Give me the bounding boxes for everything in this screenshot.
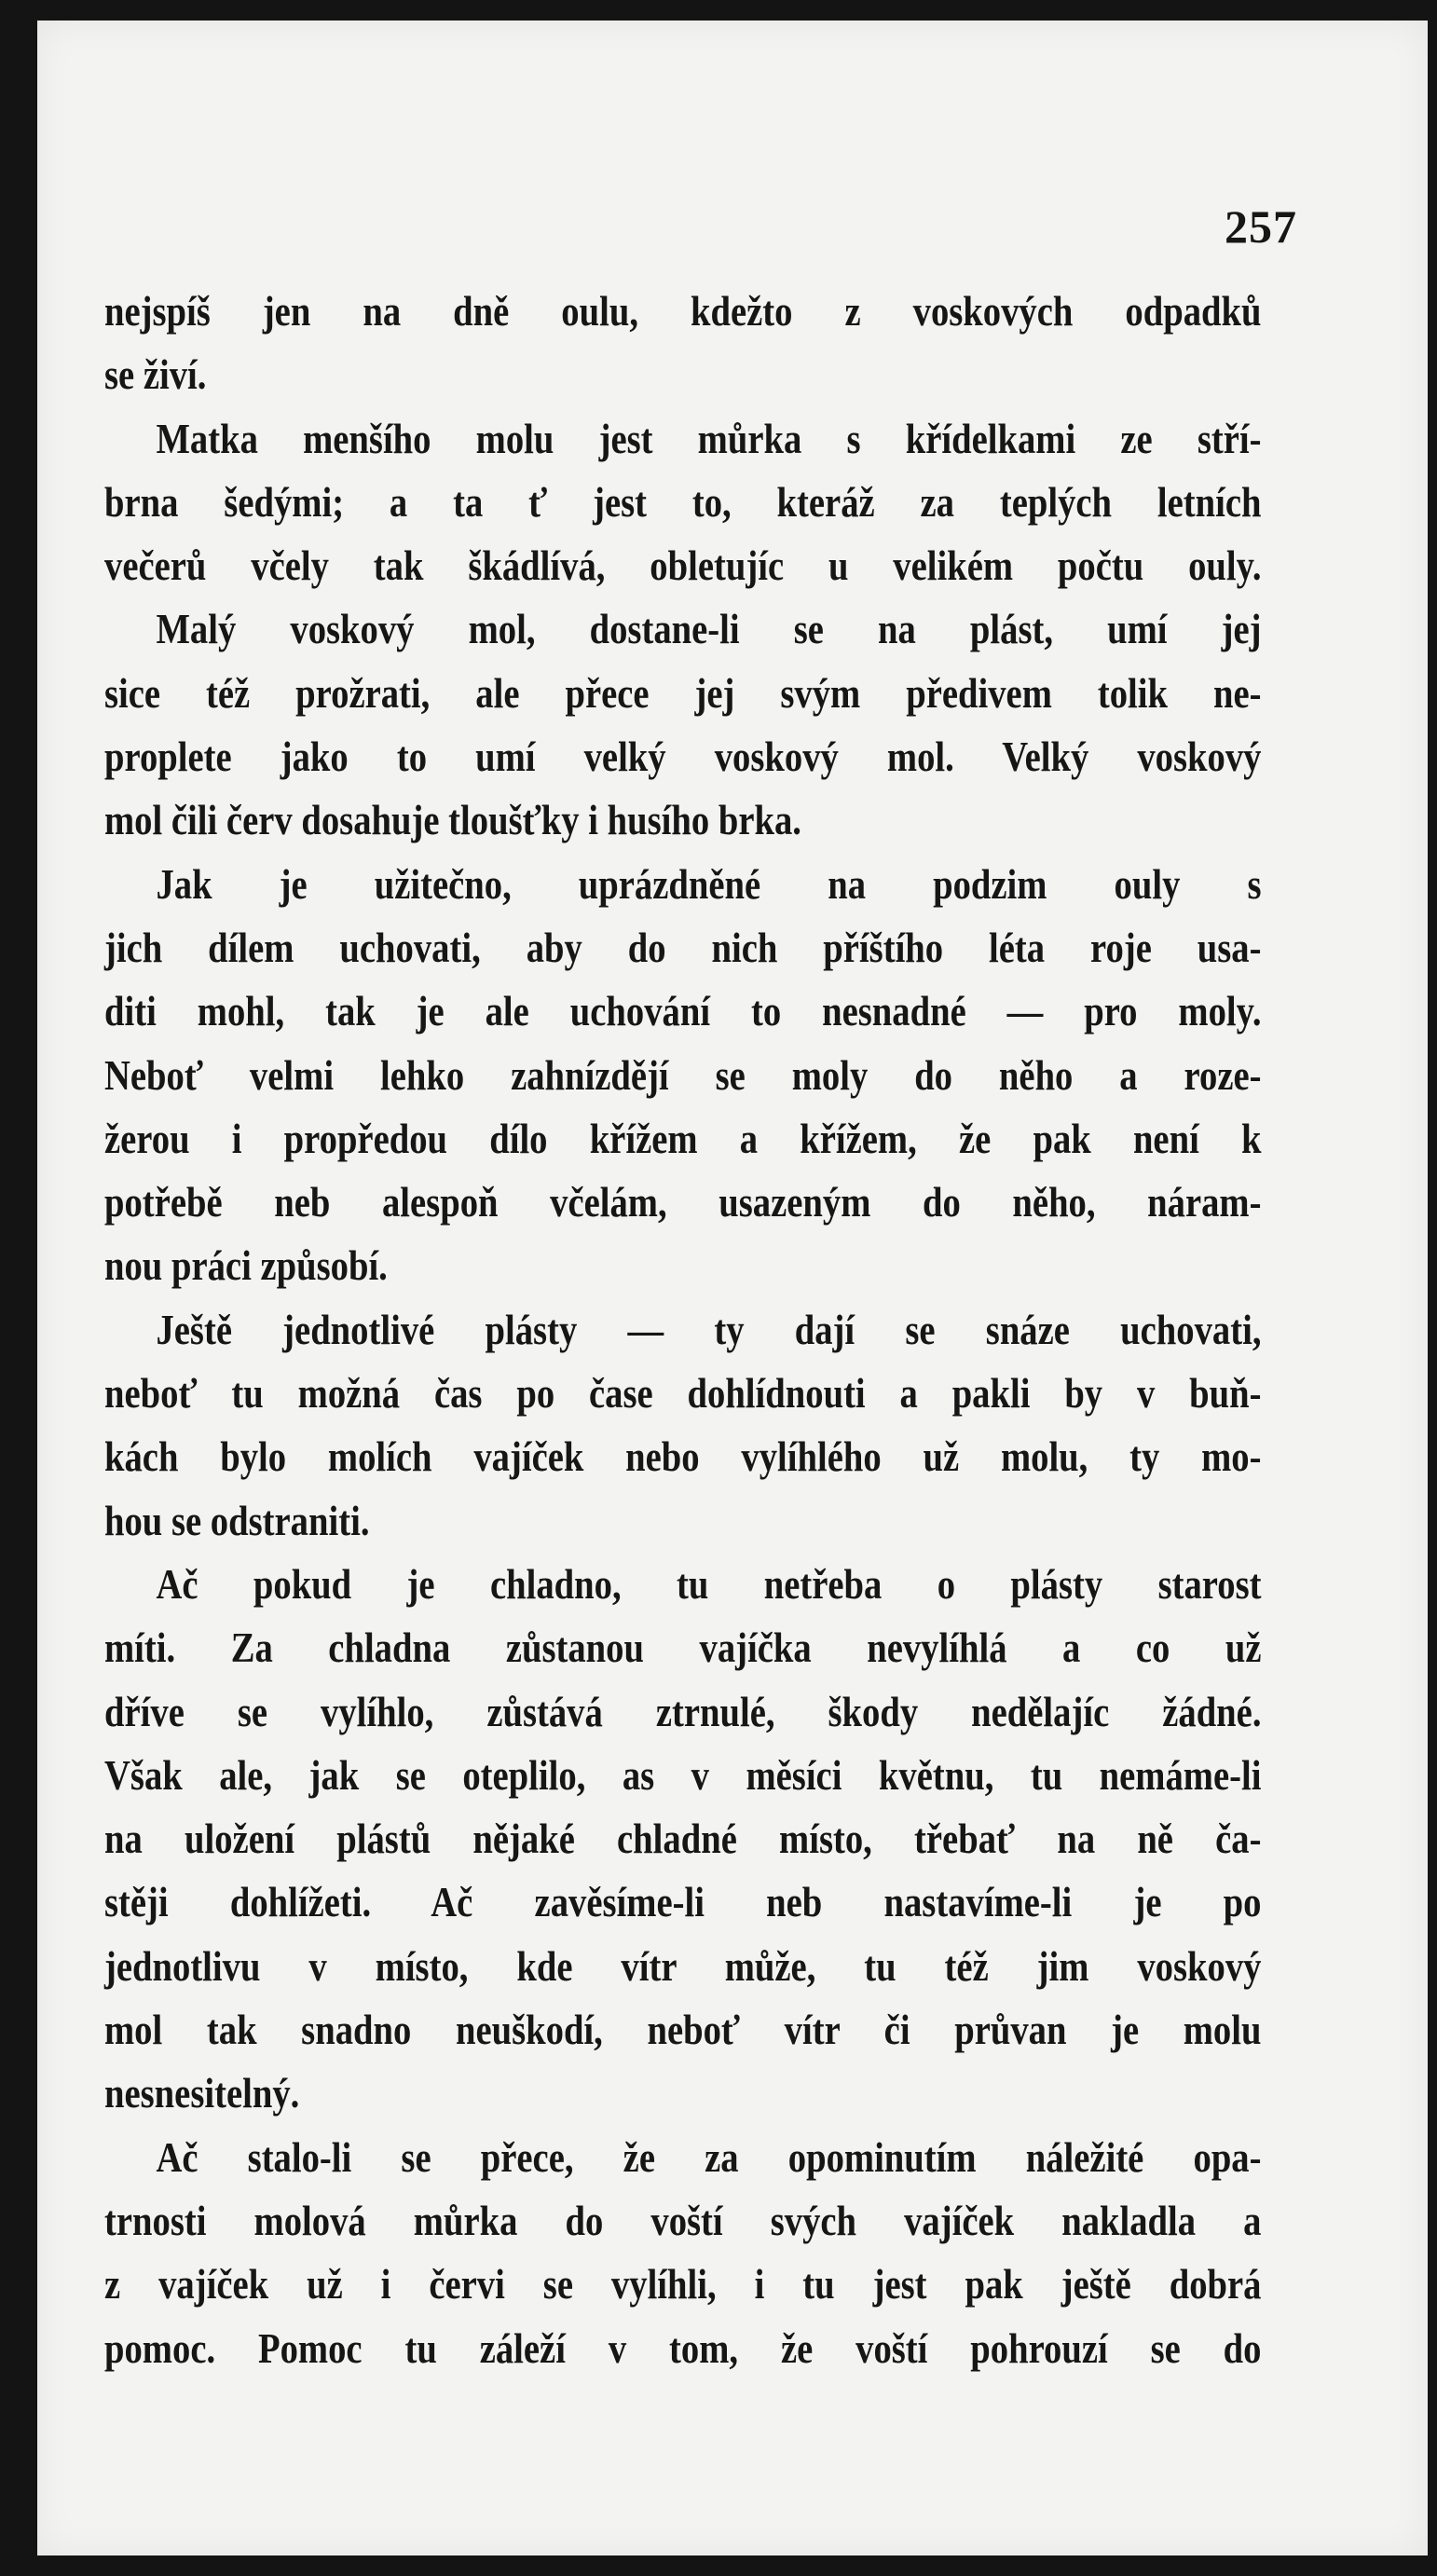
text-line: dříve se vylíhlo, zůstává ztrnulé, škody nedělajíc žádné. [104,1687,1262,1735]
body-text [104,280,1262,2380]
text-line: Jak je užitečno, uprázdněné na podzim ouly s [156,859,1262,908]
text-line: mol čili červ dosahuje tloušťky i husího brka. [104,796,801,844]
text-line: diti mohl, tak je ale uchování to nesnadné — pro moly. [104,987,1262,1035]
text-line: jich dílem uchovati, aby do nich příštího léta roje usa- [104,923,1262,971]
text-line: míti. Za chladna zůstanou vajíčka nevylíhlá a co už [104,1624,1262,1672]
text-line: mol tak snadno neuškodí, neboť vítr či průvan je molu [104,2006,1262,2054]
text-line: potřebě neb alespoň včelám, usazeným do něho, náram- [104,1178,1262,1226]
text-line: Ač stalo-li se přece, že za opominutím náležité opa- [156,2132,1262,2181]
text-line: neboť tu možná čas po čase dohlídnouti a pakli by v buň- [104,1369,1262,1418]
text-line: stěji dohlížeti. Ač zavěsíme-li neb nastavíme-li je po [104,1878,1262,1926]
text-line: proplete jako to umí velký voskový mol. Velký voskový [104,733,1262,781]
text-line: Malý voskový mol, dostane-li se na plást, umí jej [156,605,1262,653]
text-line: Matka menšího molu jest můrka s křídelkami ze stří- [156,414,1262,462]
text-line: Ač pokud je chladno, tu netřeba o plásty starost [156,1559,1262,1608]
text-line: se živí. [104,350,207,399]
text-line: sice též prožrati, ale přece jej svým předivem tolik ne- [104,668,1262,717]
text-line: na uložení plástů nějaké chladné místo, třebať na ně ča- [104,1815,1262,1863]
text-line: Neboť velmi lehko zahnízdějí se moly do něho a roze- [104,1050,1262,1099]
text-line: nesnesitelný. [104,2069,300,2117]
text-line: trnosti molová můrka do voští svých vajíček nakladla a [104,2196,1262,2244]
page-number: 257 [1225,200,1297,253]
text-line: hou se odstraniti. [104,1496,370,1544]
text-line: Však ale, jak se oteplilo, as v měsíci květnu, tu nemáme-li [104,1750,1262,1799]
text-line: večerů včely tak škádlívá, obletujíc u velikém počtu ouly. [104,541,1262,590]
text-line: jednotlivu v místo, kde vítr může, tu též jim voskový [104,1941,1262,1990]
text-line: Ještě jednotlivé plásty — ty dají se snáze uchovati, [156,1305,1262,1353]
text-line: nejspíš jen na dně oulu, kdežto z voskových odpadků [104,287,1262,335]
text-line: brna šedými; a ta ť jest to, kteráž za teplých letních [104,477,1262,526]
text-line: žerou i propředou dílo křížem a křížem, že pak není k [104,1114,1262,1162]
text-line: pomoc. Pomoc tu záleží v tom, že voští pohrouzí se do [104,2323,1262,2372]
text-line: nou práci způsobí. [104,1241,388,1290]
text-line: z vajíček už i červi se vylíhli, i tu jest pak ještě dobrá [104,2260,1262,2309]
text-line: kách bylo molích vajíček nebo vylíhlého už molu, ty mo- [104,1432,1262,1481]
